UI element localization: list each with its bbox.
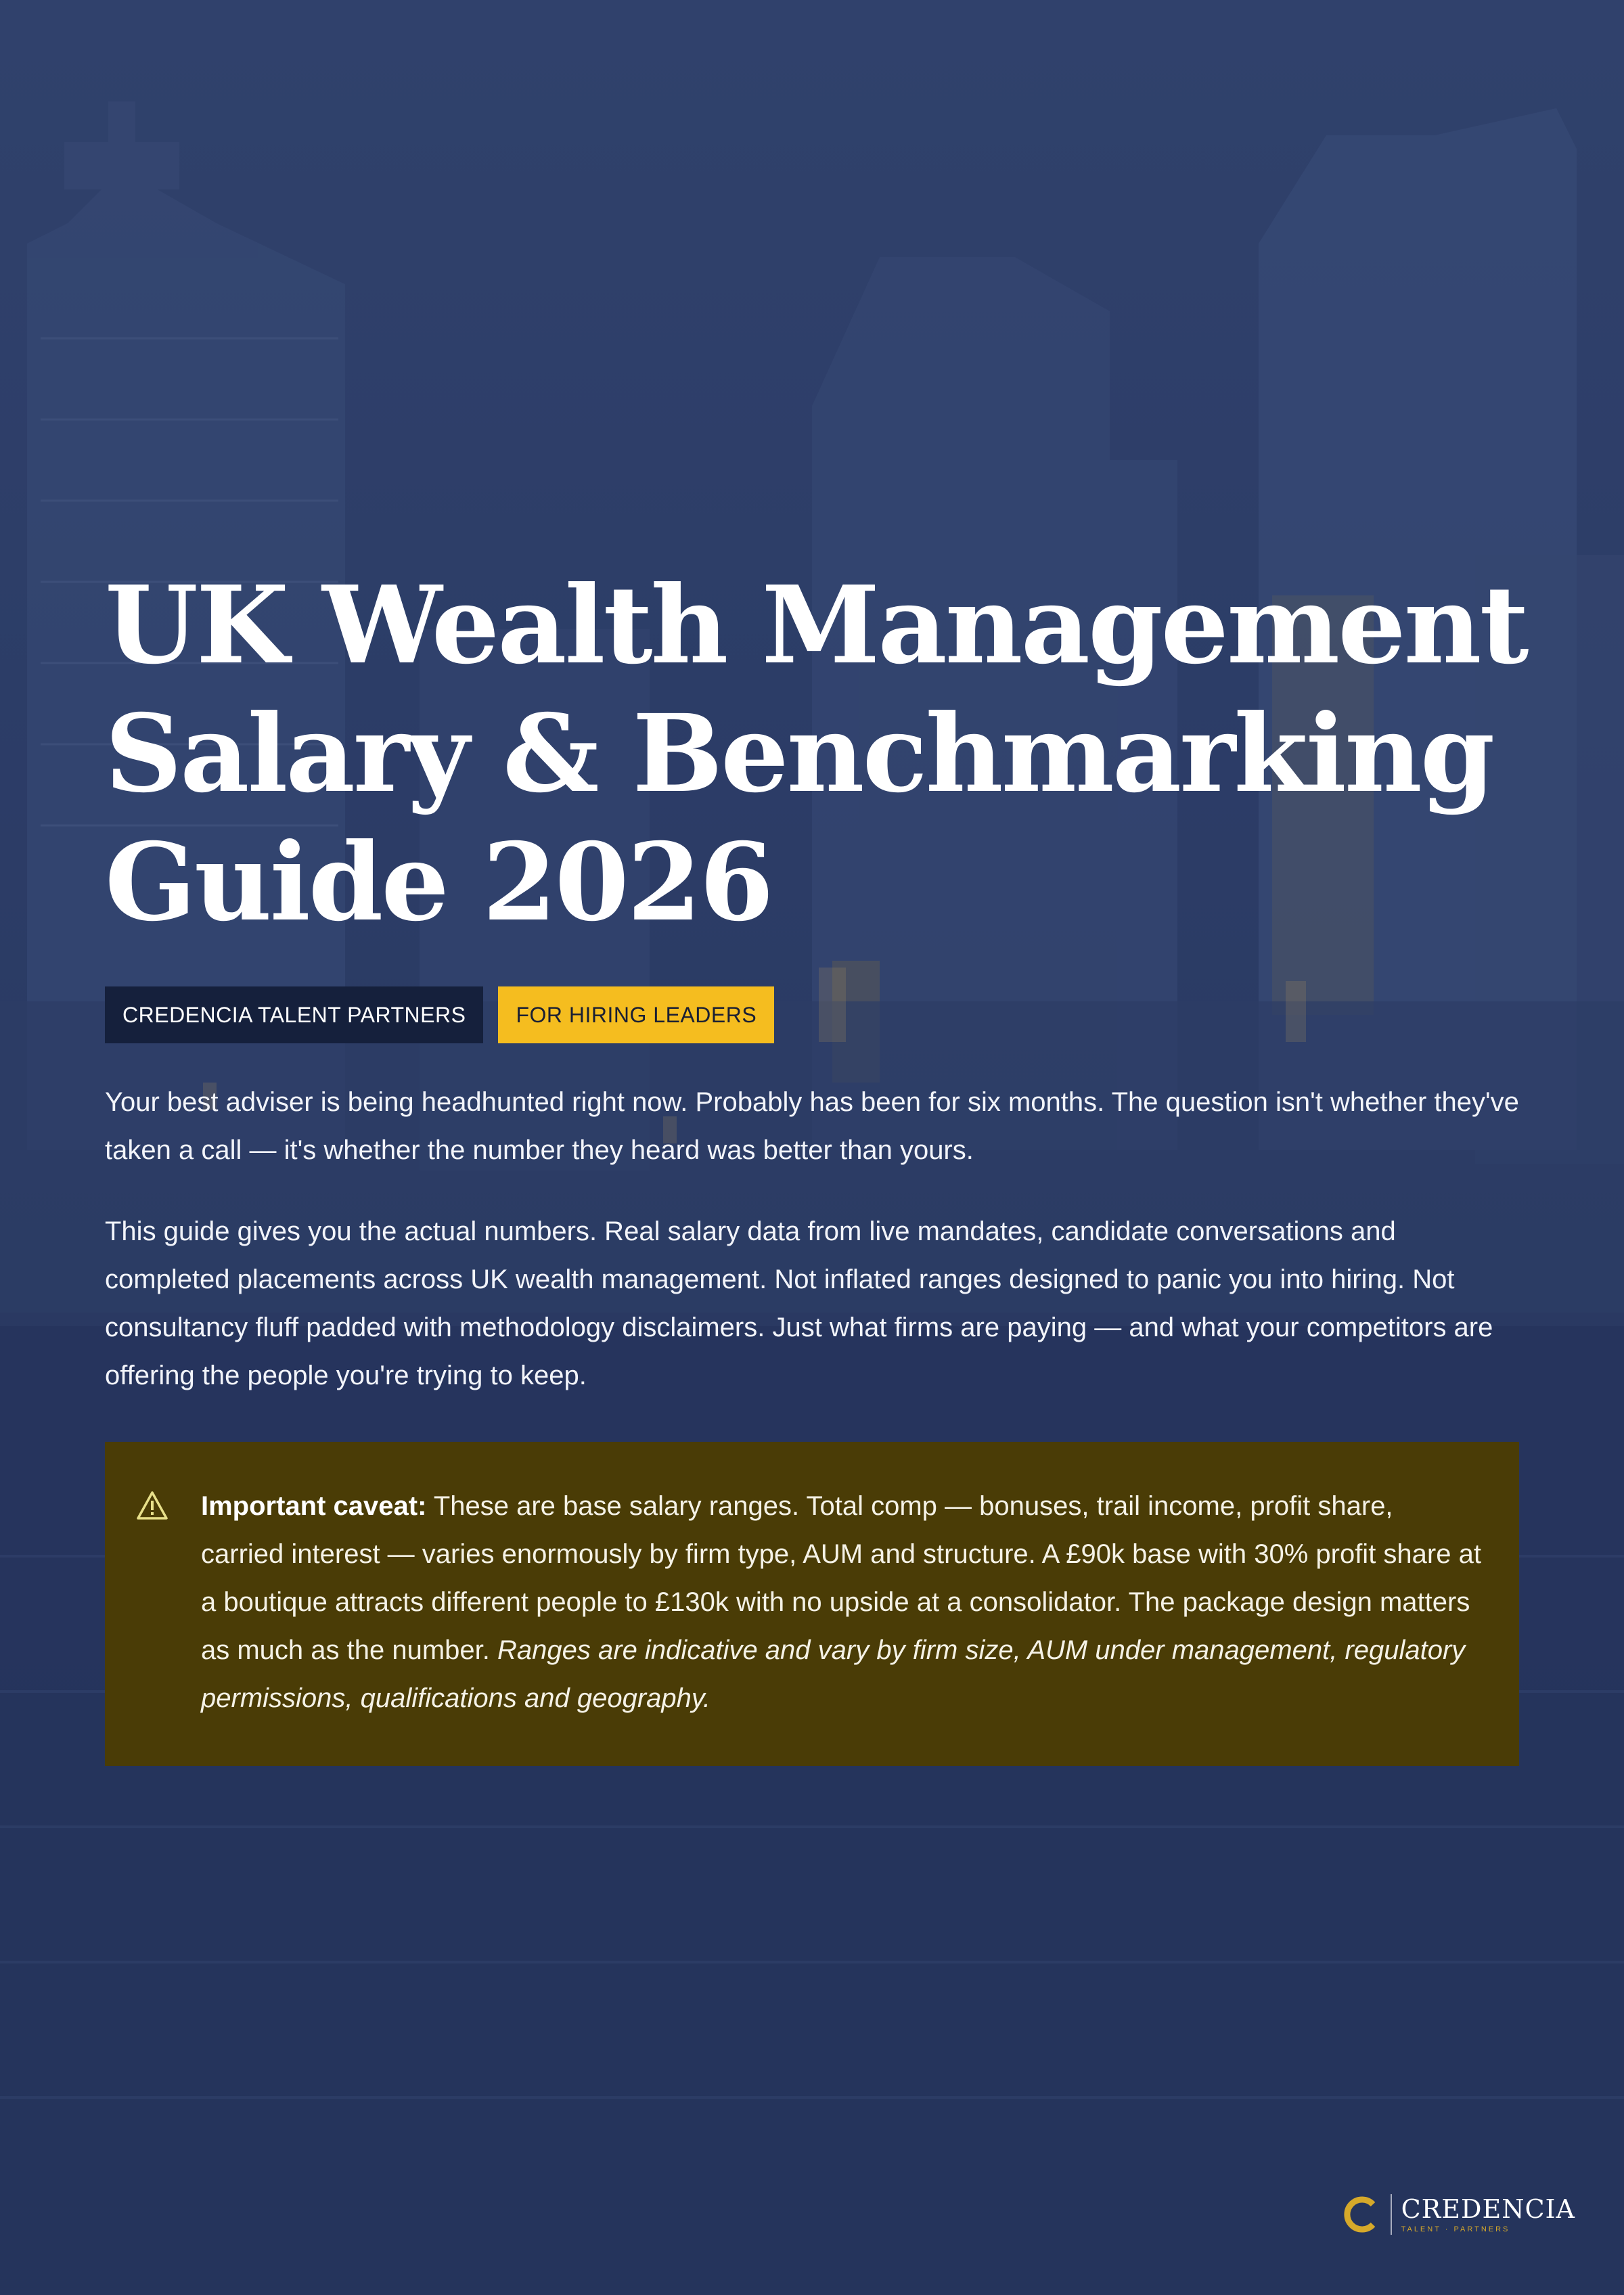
warning-triangle-icon: [136, 1491, 168, 1520]
caveat-body: These are base salary ranges. Total comp — bonuses, trail income, profit share, carried interest — varies enormously by firm type, AUM and structure. A £90k base with 30% profit share at a boutique attracts different people to £130k with no upside at a consolidator. The package design matters as much as the number.: [201, 1491, 1481, 1665]
caveat-label: Important caveat:: [201, 1491, 427, 1521]
caveat-box: [105, 1442, 1519, 1766]
credencia-logo: [1343, 2194, 1575, 2235]
title-line-1: UK Wealth Management: [105, 563, 1527, 688]
intro-paragraph-1: Your best adviser is being headhunted right now. Probably has been for six months. The question isn't whether they've taken a call — it's whether the number they heard was better than yours.: [105, 1087, 1519, 1165]
logo-text: [1401, 2194, 1575, 2235]
title-line-2: Salary & Benchmarking: [105, 691, 1493, 817]
intro-paragraph-2: This guide gives you the actual numbers. Real salary data from live mandates, candidate conversations and completed placements across UK wealth management. Not inflated ranges designed to panic you into hiring. Not consultancy fluff padded with methodology disclaimers. Just what firms are paying — and what your competitors are offering the people you're trying to keep.: [105, 1217, 1493, 1390]
cover-content: [105, 562, 1527, 1766]
logo-name: CREDENCIA: [1401, 2194, 1575, 2224]
caveat-note: Ranges are indicative and vary by firm size, AUM under management, regulatory permissions, qualifications and geography.: [201, 1635, 1466, 1713]
tag-row: [105, 986, 1519, 1043]
logo-divider: [1391, 2194, 1392, 2235]
audience-tag: FOR HIRING LEADERS: [498, 986, 774, 1043]
page-title: [105, 562, 1527, 947]
company-tag: CREDENCIA TALENT PARTNERS: [105, 986, 483, 1043]
title-line-3: Guide 2026: [105, 820, 772, 945]
logo-subtitle: TALENT · PARTNERS: [1401, 2225, 1510, 2233]
credencia-c-mark-icon: [1343, 2194, 1381, 2235]
caveat-text: [201, 1482, 1481, 1723]
